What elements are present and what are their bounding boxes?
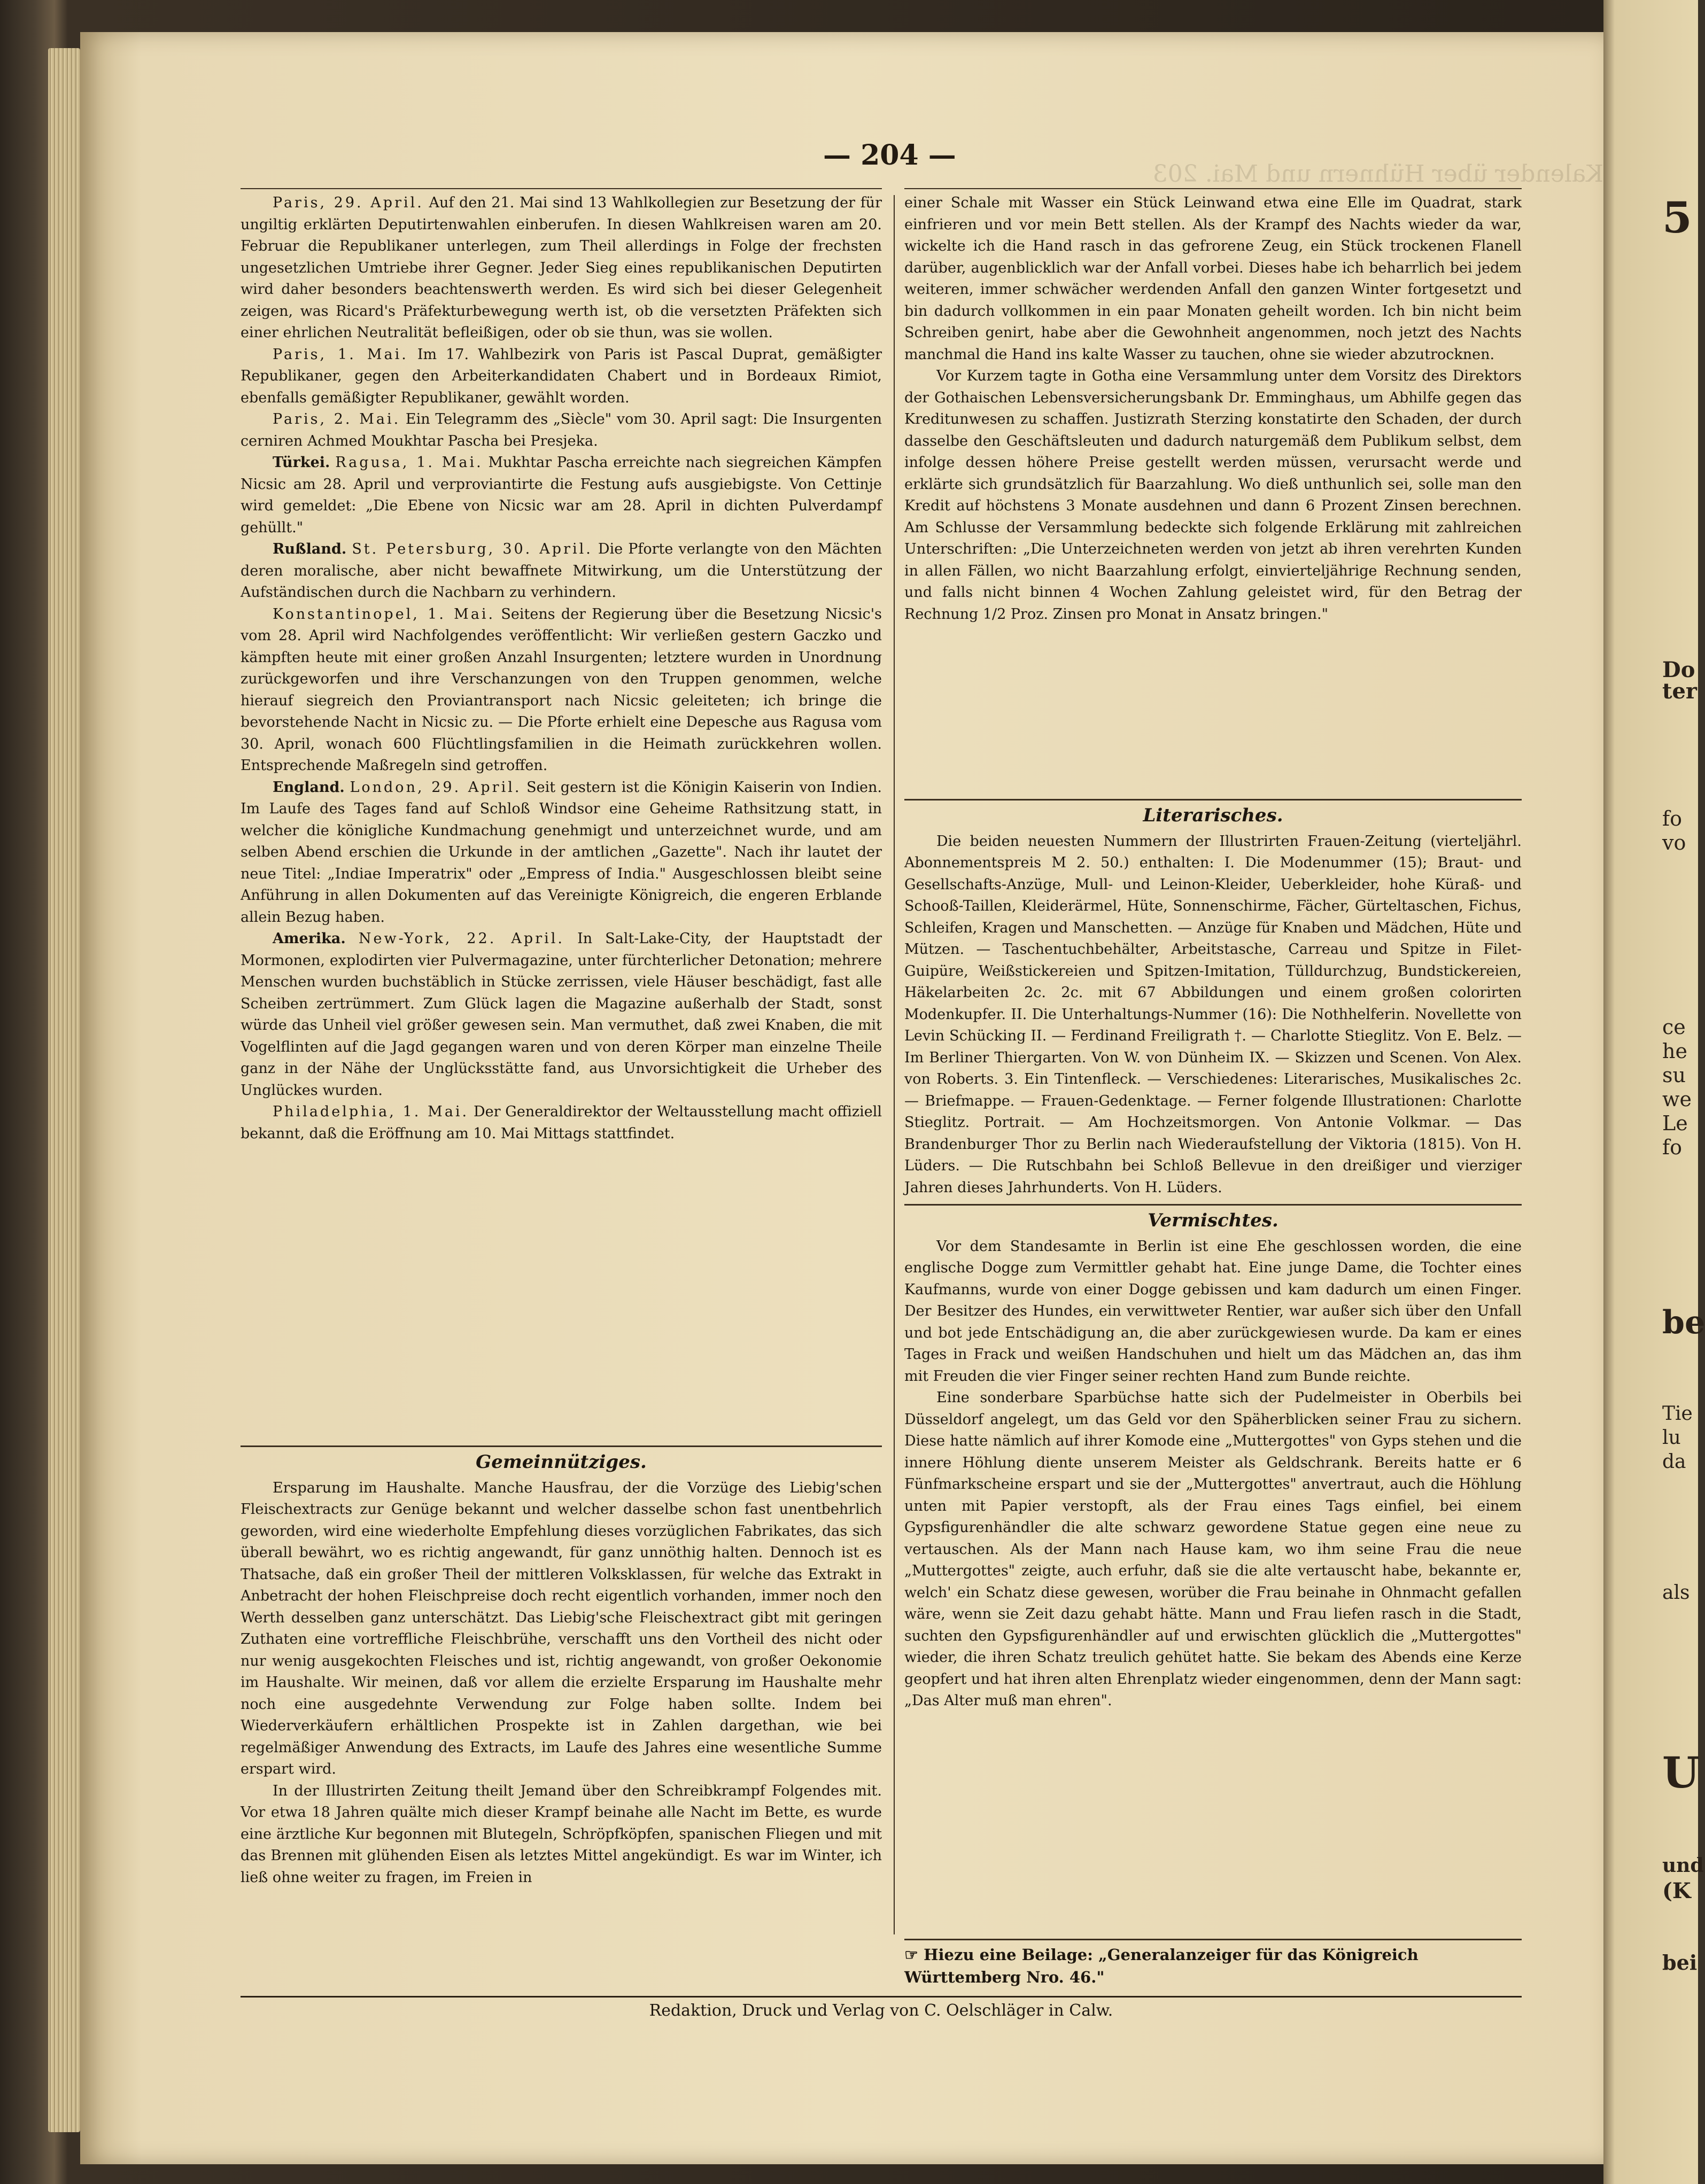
news-country: England.: [273, 779, 345, 796]
adjacent-page-text-fragment: ter: [1662, 679, 1697, 704]
news-item: [241, 604, 882, 777]
news-item: [241, 539, 882, 604]
news-text: Im 17. Wahlbezirk von Paris ist Pascal Duprat, gemäßigter Republikaner, gegen den Arbeiterkandidaten Chabert und in Bordeaux Rimiot, ebenfalls gemäßigter Republikaner, gewählt worden.: [241, 346, 882, 406]
section-paragraph: Vor dem Standesamte in Berlin ist eine Ehe geschlossen worden, die eine englische Dogge zum Vermittler gehabt hat. Eine junge Dame, die Tochter eines Kaufmanns, wurde von einer Dogge gebissen und kam dadurch um einen Finger. Der Besitzer des Hundes, ein verwittweter Rentier, war außer sich über den Unfall und bot jede Entschädigung an, die aber zurückgewiesen wurde. Da kam er eines Tages in Frack und weißen Handschuhen und hielt um das Mädchen an, das ihm mit Freuden die vier Finger seiner rechten Hand zum Bunde reichte.: [904, 1238, 1522, 1385]
news-item: [241, 452, 882, 539]
adjacent-page-text-fragment: be: [1662, 1304, 1705, 1341]
continued-column: [904, 192, 1522, 791]
news-dateline: London, 29. April.: [350, 779, 522, 796]
pointing-hand-icon: ☞: [904, 1946, 924, 1964]
news-text: Mukhtar Pascha erreichte nach siegreichen Kämpfen Nicsic am 28. April und verproviantirte die Festung aufs ausgiebigste. Von Cettinje wird gemeldet: „Die Ebene von Nicsic war am 28. April in dichten Pulverdampf gehüllt.": [241, 454, 882, 536]
page-number: — 204 —: [823, 139, 956, 172]
news-item: [241, 409, 882, 452]
gemeinnuetziges-section: [241, 1440, 882, 1937]
news-item: [241, 777, 882, 929]
news-dateline: St. Petersburg, 30. April.: [352, 541, 593, 557]
news-text: Die Pforte verlangte von den Mächten deren moralische, aber nicht bewaffnete Mitwirkung, um die Unterstützung der Aufständischen durch die Nachbarn zu verhindern.: [241, 541, 882, 601]
news-dateline: Philadelphia, 1. Mai.: [273, 1103, 469, 1120]
news-text: Auf den 21. Mai sind 13 Wahlkollegien zur Besetzung der für ungiltig erklärten Deputirtenwahlen einberufen. In diesen Wahlkreisen waren am 20. Februar die Republikaner unterlegen, zum Theil allerdings in Folge der frechsten ungesetzlichen Umtriebe ihrer Gegner. Jeder Sieg eines republikanischen Deputirten wird daher besonders beachtenswerth werden. Es wird sich bei dieser Gelegenheit zeigen, was Ricard's Präfekturbewegung werth ist, ob die versetzten Präfekten sich einer ehrlichen Neutralität befleißigen, oder ob sie thun, was sie wollen.: [241, 195, 882, 341]
news-dateline: Paris, 29. April.: [273, 195, 424, 211]
adjacent-page-text-fragment: we: [1662, 1087, 1692, 1111]
adjacent-page-text-fragment: 5: [1662, 192, 1692, 243]
adjacent-page-text-fragment: Le: [1662, 1112, 1688, 1135]
news-item: [241, 192, 882, 344]
right-lower-sections: [904, 794, 1522, 1937]
section-heading: Gemeinnütziges.: [241, 1445, 882, 1473]
news-country: Amerika.: [273, 930, 346, 947]
adjacent-page-text-fragment: ce: [1662, 1015, 1686, 1039]
adjacent-page-text-fragment: als: [1662, 1582, 1690, 1604]
adjacent-page-text-fragment: su: [1662, 1063, 1686, 1087]
section-paragraph: Eine sonderbare Sparbüchse hatte sich der Pudelmeister in Oberbils bei Düsseldorf angelegt, um das Geld vor den Späherblicken seiner Frau zu sichern. Diese hatte nämlich auf ihrer Komode eine „Muttergottes" von Gyps stehen und die innere Höhlung diente unserem Meister als Geldschrank. Bereits hatte er 6 Fünfmarkscheine erspart und sie der „Muttergottes" anvertraut, auch die Höhlung unten mit Papier verstopft, als der Frau eines Tags einfiel, bei einem Gypsfigurenhändler die alte schwarz gewordene Statue gegen eine neue zu vertauschen. Als der Mann nach Hause kam, wo ihm seine Frau die neue „Muttergottes" zeigte, auch erfuhr, daß sie die alte vertauscht habe, bekannte er, welch' ein Schatz diese gewesen, worüber die Frau beinahe in Ohnmacht gefallen wäre, wenn sie Zeit dazu gehabt hätte. Mann und Frau liefen rasch in die Stadt, suchten den Gypsfigurenhändler auf und erwischten glücklich die „Muttergottes" wieder, die ihren Schatz treulich gehütet hatte. Sie bekam des Abends eine Kerze geopfert und hat ihren alten Ehrenplatz wieder eingenommen, denn der Mann sagt: „Das Alter muß man ehren".: [904, 1389, 1522, 1709]
section-heading: Literarisches.: [904, 799, 1522, 827]
adjacent-page-text-fragment: bei: [1662, 1950, 1698, 1975]
column-divider: [894, 195, 895, 1934]
news-country: Türkei.: [273, 454, 330, 471]
news-dateline: Paris, 1. Mai.: [273, 346, 408, 363]
section-paragraph: In der Illustrirten Zeitung theilt Jemand über den Schreibkrampf Folgendes mit. Vor etwa 18 Jahren quälte mich dieser Krampf beinahe alle Nacht im Bette, es wurde eine ärztliche Kur begonnen mit Blutegeln, Schröpfköpfen, spanischen Fliegen und mit das Brennen mit glühenden Eisen als letztes Mittel angekündigt. Es war im Winter, ich ließ ohne weiter zu fragen, im Freien in: [241, 1782, 882, 1886]
news-text: Ein Telegramm des „Siècle" vom 30. April sagt: Die Insurgenten cerniren Achmed Moukhtar Pascha bei Presjeka.: [241, 411, 882, 449]
section-heading: Vermischtes.: [904, 1204, 1522, 1232]
adjacent-page-text-fragment: fo: [1662, 1136, 1682, 1159]
adjacent-page-text-fragment: Tie: [1662, 1403, 1693, 1425]
imprint-line: Redaktion, Druck und Verlag von C. Oelschläger in Calw.: [649, 2001, 1113, 2020]
adjacent-page-text-fragment: vo: [1662, 831, 1686, 854]
section-paragraph: Die beiden neuesten Nummern der Illustrirten Frauen-Zeitung (vierteljährl. Abonnementspreis M 2. 50.) enthalten: I. Die Modenummer (15); Braut- und Gesellschafts-Anzüge, Mull- und Leinon-Kleider, Ueberkleider, hohe Küraß- und Schooß-Taillen, Kleiderärmel, Hüte, Sonnenschirme, Fächer, Gürteltaschen, Fichus, Schleifen, Kragen und Manschetten. — Anzüge für Knaben und Mädchen, Hüte und Mützen. — Taschentuchbehälter, Arbeitstasche, Carreau und Spitze in Filet-Guipüre, Weißstickereien und Spitzen-Imitation, Tülldurchzug, Bundstickereien, Häkelarbeiten 2c. 2c. mit 67 Abbildungen und einem großen colorirten Modenkupfer. II. Die Unterhaltungs-Nummer (16): Die Nothhelferin. Novellette von Levin Schücking II. — Ferdinand Freiligrath †. — Charlotte Stieglitz. Von E. Belz. — Im Berliner Thiergarten. Von W. von Dünheim IX. — Skizzen und Scenen. Von Alex. von Roberts. 3. Ein Tintenfleck. — Verschiedenes: Literarisches, Musikalisches 2c. — Briefmappe. — Frauen-Gedenktage. — Ferner folgende Illustrationen: Charlotte Stieglitz. Portrait. — Am Hochzeitsmorgen. Von Antonie Volkmar. — Das Brandenburger Thor zu Berlin nach Wiederaufstellung der Viktoria (1815). Von H. Lüders. — Die Rutschbahn bei Schloß Bellevue in den dreißiger und vierziger Jahren dieses Jahrhunderts. Von H. Lüders.: [904, 833, 1522, 1196]
news-country: Rußland.: [273, 541, 347, 557]
footer-rule: [241, 1996, 1522, 1998]
continued-paragraph: einer Schale mit Wasser ein Stück Leinwand etwa eine Elle im Quadrat, stark einfrieren und vor mein Bett stellen. Als der Krampf des Nachts wieder da war, wickelte ich die Hand rasch in das gefrorene Zeug, ein Stück trockenen Flanell darüber, augenblicklich war der Anfall vorbei. Dieses habe ich beharrlich bei jedem weiteren, immer schwächer werdenden Anfall den ganzen Winter fortgesetzt und bin dadurch vollkommen in ein paar Monaten geheilt worden. Ich bin nicht beim Schreiben genirt, habe aber die Gewohnheit angenommen, noch jetzt des Nachts manchmal die Hand ins kalte Wasser zu tauchen, ohne sie wieder abzutrocknen.: [904, 195, 1522, 363]
adjacent-page-text-fragment: fo: [1662, 807, 1682, 830]
news-dateline: Paris, 2. Mai.: [273, 411, 401, 428]
news-item: [241, 344, 882, 409]
news-dateline: New-York, 22. April.: [358, 930, 564, 947]
news-text: In Salt-Lake-City, der Hauptstadt der Mormonen, explodirten vier Pulvermagazine, unter fürchterlicher Detonation; mehrere Menschen wurden buchstäblich in Stücke zerrissen, viele Häuser beschädigt, fast alle Scheiben zertrümmert. Zum Glück lagen die Magazine außerhalb der Stadt, sonst würde das Unheil viel größer gewesen sein. Man vermuthet, daß zwei Knaben, die mit Vogelflinten auf die Jagd gegangen waren und von deren Körper man einzelne Theile ganz in der Nähe der Unglücksstätte fand, aus Unvorsichtigkeit die Urheber des Unglückes wurden.: [241, 930, 882, 1099]
adjacent-page-text-fragment: und: [1662, 1854, 1704, 1877]
adjacent-page-text-fragment: he: [1662, 1039, 1687, 1063]
adjacent-page-text-fragment: da: [1662, 1451, 1686, 1473]
news-text: Der Generaldirektor der Weltausstellung macht offiziell bekannt, daß die Eröffnung am 10. Mai Mittags stattfindet.: [241, 1103, 882, 1142]
left-page-stack-edges: [48, 48, 80, 2132]
header-rule: [904, 188, 1522, 189]
news-dateline: Ragusa, 1. Mai.: [335, 454, 483, 471]
adjacent-page-text-fragment: (K: [1662, 1878, 1691, 1903]
supplement-notice: [904, 1939, 1522, 1992]
adjacent-page-text-fragment: lu: [1662, 1427, 1681, 1449]
adjacent-page-text-fragment: U: [1662, 1747, 1700, 1798]
section-paragraph: Ersparung im Haushalte. Manche Hausfrau, der die Vorzüge des Liebig'schen Fleischextracts zur Genüge bekannt und welcher dasselbe schon fast unentbehrlich geworden, wird eine wiederholte Empfehlung dieses vorzüglichen Fabrikates, das sich überall bewährt, wo es richtig angewandt, für ganz unnöthig halten. Dennoch ist es Thatsache, daß ein großer Theil der mittleren Volksklassen, für welche das Extrakt in Anbetracht der hohen Fleischpreise doch recht eigentlich vorhanden, immer noch den Werth desselben ganz unterschätzt. Das Liebig'sche Fleischextract gibt mit geringen Zuthaten eine vortreffliche Fleischbrühe, verschafft uns den Vortheil des nicht oder nur wenig ausgekochten Fleisches und ist, richtig angewandt, von großer Oekonomie im Haushalte. Wir meinen, daß vor allem die erzielte Ersparung im Haushalte mehr noch eine ausgedehnte Verwendung zur Folge haben sollte. Indem bei Wiederverkäufern erhältlichen Prospekte ist in Zahlen dargethan, wie bei regelmäßiger Anwendung des Extracts, im Laufe des Jahres eine wesentliche Summe erspart wird.: [241, 1479, 882, 1777]
news-item: [241, 1101, 882, 1145]
news-text: Seit gestern ist die Königin Kaiserin von Indien. Im Laufe des Tages fand auf Schloß Windsor eine Geheime Rathsitzung statt, in welcher die königliche Kundmachung genehmigt und unterzeichnet wurde, und am selben Abend erschien die Urkunde in der amtlichen „Gazette". Nach ihr lautet der neue Titel: „Indiae Imperatrix" oder „Empress of India." Ausgeschlossen bleibt seine Anführung in allen Dokumenten auf das Vereinigte Königreich, die engeren Erblande allein Bezug haben.: [241, 779, 882, 926]
news-text: Seitens der Regierung über die Besetzung Nicsic's vom 28. April wird Nachfolgendes veröffentlicht: Wir verließen gestern Gaczko und kämpften heute mit einer großen Anzahl Insurgenten; letztere wurden in Unordnung zurückgeworfen und ihre Verschanzungen von den Truppen genommen, welche hierauf siegreich den Proviantransport nach Nicsic geleiteten; ich bringe die bevorstehende Nacht in Nicsic zu. — Die Pforte erhielt eine Depesche aus Ragusa vom 30. April, wonach 600 Flüchtlingsfamilien in die Heimath zurückkehren wollen. Entsprechende Maßregeln sind getroffen.: [241, 605, 882, 774]
show-through-text: Kalender über Hühnern und Mai. 203: [1152, 160, 1603, 188]
news-item: [241, 928, 882, 1101]
news-dateline: Konstantinopel, 1. Mai.: [273, 605, 495, 623]
news-paragraph: Vor Kurzem tagte in Gotha eine Versammlung unter dem Vorsitz des Direktors der Gothaischen Lebensversicherungsbank Dr. Emminghaus, um Abhilfe gegen das Kreditunwesen zu schaffen. Justizrath Sterzing konstatirte den Schaden, der durch dasselbe den Geschäftsleuten und dadurch naturgemäß dem Publikum selbst, dem infolge dessen höhere Preise gestellt werden müssen, verursacht werde und erklärte sich grundsätzlich für Baarzahlung. Wo dieß unthunlich sei, solle man den Kredit auf höchstens 3 Monate ausdehnen und dann 6 Prozent Zinsen berechnen. Am Schlusse der Versammlung bedeckte sich folgende Erklärung mit zahlreichen Unterschriften: „Die Unterzeichneten werden von jetzt ab ihren verehrten Kunden in allen Fällen, wo nicht Baarzahlung erfolgt, einvierteljährige Rechnung senden, und falls nicht binnen 4 Wochen Zahlung geleistet wird, für den Betrag der Rechnung 1/2 Proz. Zinsen pro Monat in Ansatz bringen.": [904, 368, 1522, 623]
supplement-text: Hiezu eine Beilage: „Generalanzeiger für das Königreich Württemberg Nro. 46.": [904, 1946, 1419, 1986]
header-rule: [241, 188, 882, 189]
adjacent-page-text-fragment: Do: [1662, 657, 1695, 682]
